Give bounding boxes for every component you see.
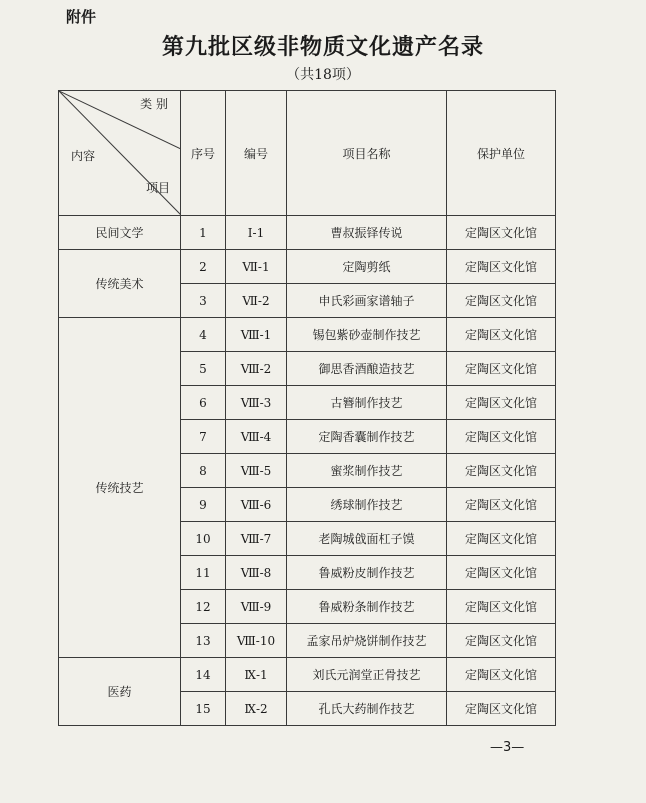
project-name-cell: 申氏彩画家谱轴子 <box>287 284 447 318</box>
project-name-cell: 老陶城戗面杠子馍 <box>287 522 447 556</box>
seq-cell: 14 <box>181 658 226 692</box>
code-cell: Ⅷ-6 <box>226 488 287 522</box>
seq-cell: 1 <box>181 216 226 250</box>
category-cell: 传统技艺 <box>59 318 181 658</box>
protection-unit-cell: 定陶区文化馆 <box>447 454 556 488</box>
protection-unit-cell: 定陶区文化馆 <box>447 658 556 692</box>
code-cell: Ⅷ-1 <box>226 318 287 352</box>
project-name-cell: 定陶香囊制作技艺 <box>287 420 447 454</box>
project-name-cell: 蜜浆制作技艺 <box>287 454 447 488</box>
diagonal-header-cell <box>59 91 181 216</box>
project-name-cell: 孟家吊炉烧饼制作技艺 <box>287 624 447 658</box>
seq-cell: 2 <box>181 250 226 284</box>
project-name-cell: 古簪制作技艺 <box>287 386 447 420</box>
table-row <box>59 318 556 352</box>
protection-unit-cell: 定陶区文化馆 <box>447 250 556 284</box>
protection-unit-cell: 定陶区文化馆 <box>447 284 556 318</box>
code-cell: Ⅷ-4 <box>226 420 287 454</box>
category-cell: 传统美术 <box>59 250 181 318</box>
seq-cell: 3 <box>181 284 226 318</box>
code-cell: I-1 <box>226 216 287 250</box>
code-cell: Ⅷ-2 <box>226 352 287 386</box>
column-header-code: 编号 <box>226 91 287 216</box>
protection-unit-cell: 定陶区文化馆 <box>447 556 556 590</box>
project-name-cell: 御思香酒酿造技艺 <box>287 352 447 386</box>
protection-unit-cell: 定陶区文化馆 <box>447 318 556 352</box>
attachment-label: 附件 <box>66 8 97 26</box>
protection-unit-cell: 定陶区文化馆 <box>447 590 556 624</box>
code-cell: Ⅶ-1 <box>226 250 287 284</box>
table-row <box>59 250 556 284</box>
seq-cell: 8 <box>181 454 226 488</box>
document-title: 第九批区级非物质文化遗产名录 <box>161 34 484 60</box>
heritage-list-table <box>58 90 556 726</box>
project-name-cell: 绣球制作技艺 <box>287 488 447 522</box>
page-number: —3— <box>490 740 525 755</box>
diagonal-label-item: 项目 <box>145 181 170 195</box>
seq-cell: 5 <box>181 352 226 386</box>
seq-cell: 4 <box>181 318 226 352</box>
code-cell: Ⅷ-5 <box>226 454 287 488</box>
diagonal-label-content: 内容 <box>71 149 96 163</box>
code-cell: Ⅸ-1 <box>226 658 287 692</box>
code-cell: Ⅷ-7 <box>226 522 287 556</box>
diagonal-label-category: 类 别 <box>140 97 168 111</box>
protection-unit-cell: 定陶区文化馆 <box>447 420 556 454</box>
code-cell: Ⅸ-2 <box>226 692 287 726</box>
code-cell: Ⅷ-10 <box>226 624 287 658</box>
protection-unit-cell: 定陶区文化馆 <box>447 692 556 726</box>
project-name-cell: 鲁威粉皮制作技艺 <box>287 556 447 590</box>
protection-unit-cell: 定陶区文化馆 <box>447 386 556 420</box>
column-header-unit: 保护单位 <box>447 91 556 216</box>
table-header-row <box>59 91 556 216</box>
category-cell: 民间文学 <box>59 216 181 250</box>
protection-unit-cell: 定陶区文化馆 <box>447 352 556 386</box>
seq-cell: 12 <box>181 590 226 624</box>
table-row <box>59 216 556 250</box>
code-cell: Ⅶ-2 <box>226 284 287 318</box>
code-cell: Ⅷ-8 <box>226 556 287 590</box>
project-name-cell: 定陶剪纸 <box>287 250 447 284</box>
project-name-cell: 锡包紫砂壶制作技艺 <box>287 318 447 352</box>
protection-unit-cell: 定陶区文化馆 <box>447 522 556 556</box>
project-name-cell: 孔氏大药制作技艺 <box>287 692 447 726</box>
seq-cell: 11 <box>181 556 226 590</box>
seq-cell: 9 <box>181 488 226 522</box>
seq-cell: 7 <box>181 420 226 454</box>
column-header-name: 项目名称 <box>287 91 447 216</box>
code-cell: Ⅷ-9 <box>226 590 287 624</box>
seq-cell: 13 <box>181 624 226 658</box>
protection-unit-cell: 定陶区文化馆 <box>447 488 556 522</box>
protection-unit-cell: 定陶区文化馆 <box>447 216 556 250</box>
code-cell: Ⅷ-3 <box>226 386 287 420</box>
seq-cell: 6 <box>181 386 226 420</box>
project-name-cell: 鲁威粉条制作技艺 <box>287 590 447 624</box>
seq-cell: 15 <box>181 692 226 726</box>
column-header-seq: 序号 <box>181 91 226 216</box>
table-row <box>59 658 556 692</box>
project-name-cell: 曹叔振铎传说 <box>287 216 447 250</box>
category-cell: 医药 <box>59 658 181 726</box>
seq-cell: 10 <box>181 522 226 556</box>
project-name-cell: 刘氏元润堂正骨技艺 <box>287 658 447 692</box>
document-subtitle: （共18项） <box>286 67 360 83</box>
protection-unit-cell: 定陶区文化馆 <box>447 624 556 658</box>
